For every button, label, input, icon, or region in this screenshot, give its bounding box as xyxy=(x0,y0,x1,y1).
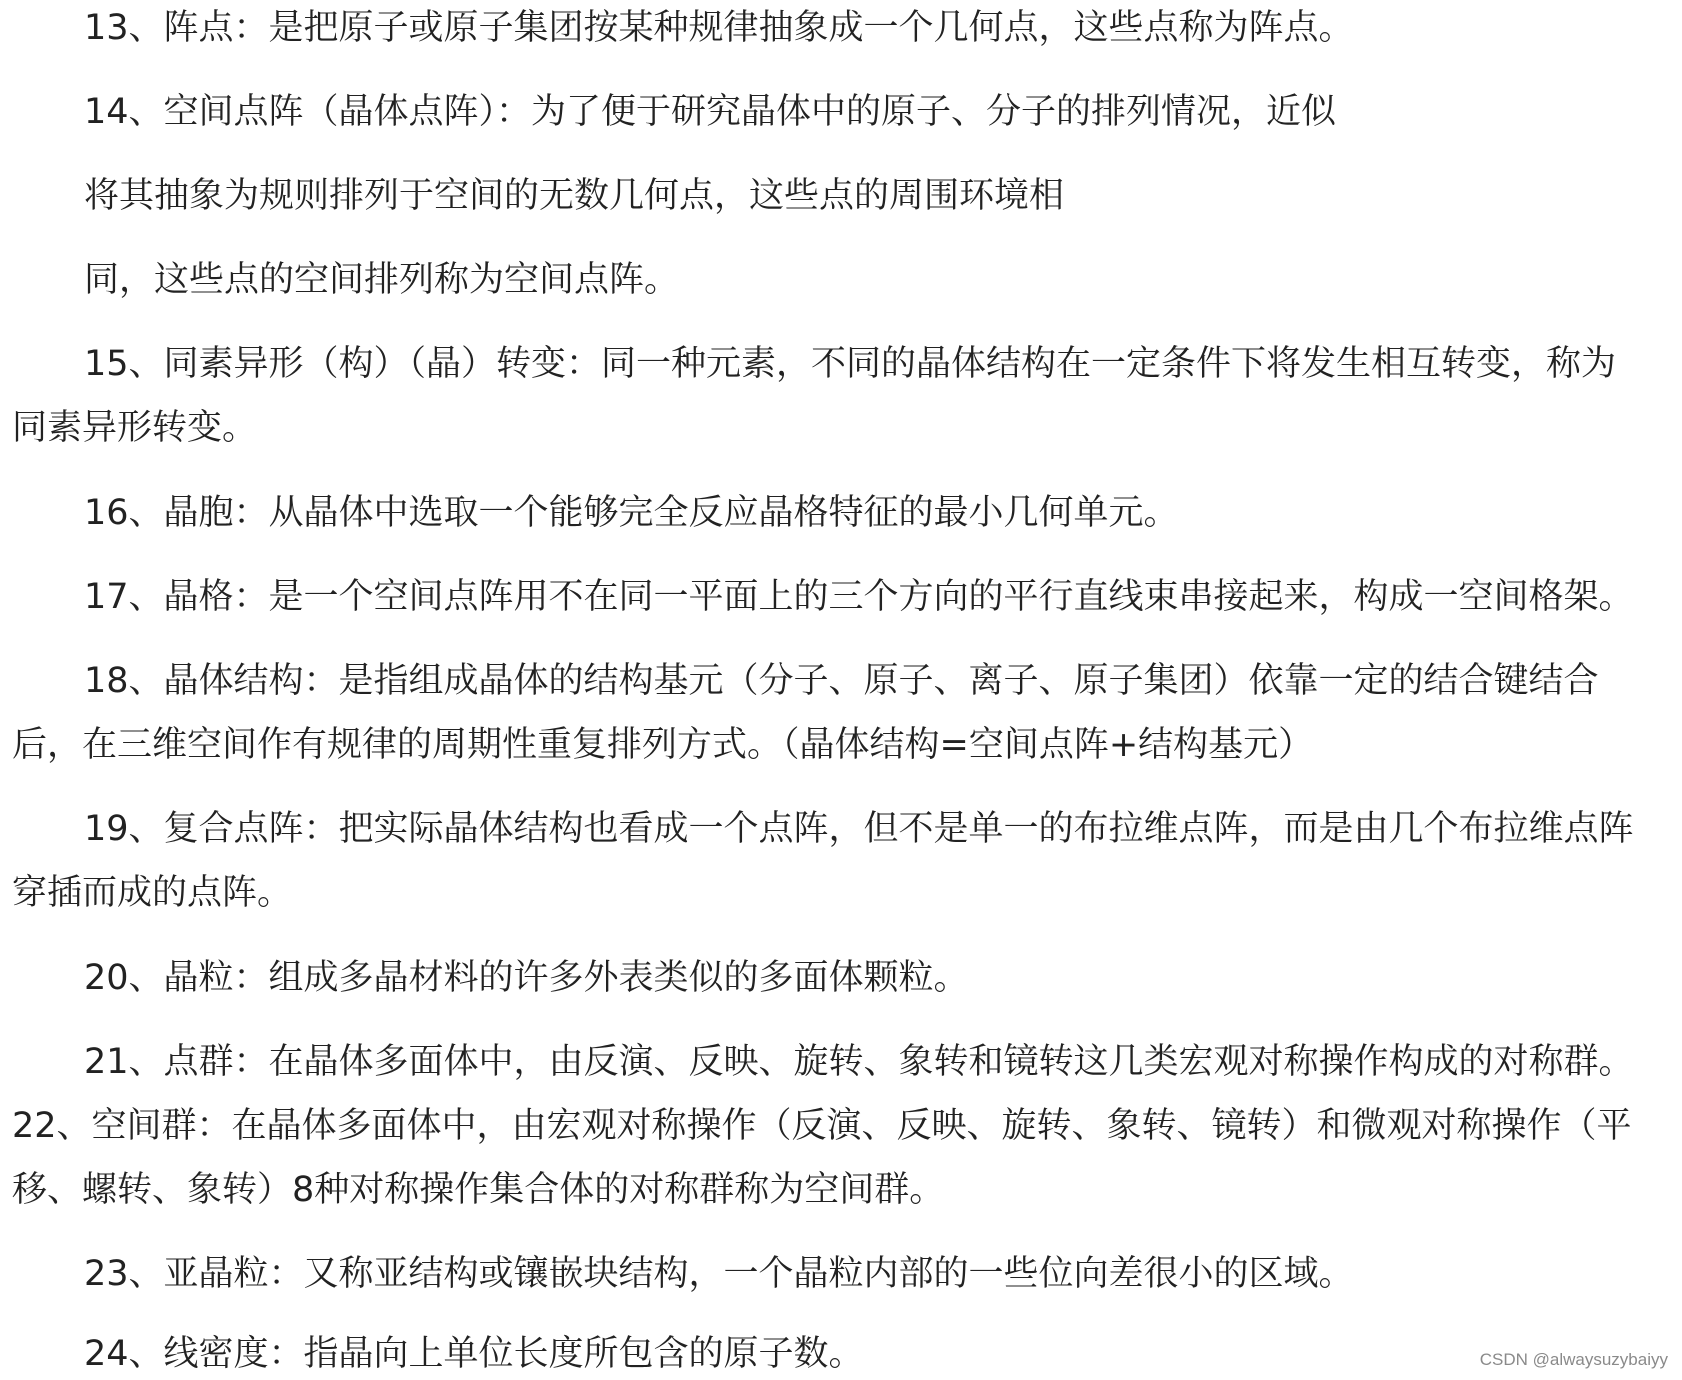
definition-14-cont-2: 同，这些点的空间排列称为空间点阵。 xyxy=(84,260,680,300)
definition-17: 17、晶格：是一个空间点阵用不在同一平面上的三个方向的平行直线束串接起来，构成一空间格架。 xyxy=(84,577,1634,617)
definition-18-cont: 后，在三维空间作有规律的周期性重复排列方式。（晶体结构=空间点阵+结构基元） xyxy=(12,725,1314,765)
definition-22-cont: 移、螺转、象转）8种对称操作集合体的对称群称为空间群。 xyxy=(12,1170,945,1210)
definition-24: 24、线密度：指晶向上单位长度所包含的原子数。 xyxy=(84,1334,864,1374)
definition-20: 20、晶粒：组成多晶材料的许多外表类似的多面体颗粒。 xyxy=(84,958,969,998)
definition-19: 19、复合点阵：把实际晶体结构也看成一个点阵，但不是单一的布拉维点阵，而是由几个布拉维点阵 xyxy=(84,809,1634,849)
definition-19-cont: 穿插而成的点阵。 xyxy=(12,873,293,913)
definition-18: 18、晶体结构：是指组成晶体的结构基元（分子、原子、离子、原子集团）依靠一定的结合键结合 xyxy=(84,661,1599,701)
definition-14: 14、空间点阵（晶体点阵）：为了便于研究晶体中的原子、分子的排列情况，近似 xyxy=(84,92,1337,132)
definition-16: 16、晶胞：从晶体中选取一个能够完全反应晶格特征的最小几何单元。 xyxy=(84,493,1179,533)
definition-15: 15、同素异形（构）（晶）转变：同一种元素，不同的晶体结构在一定条件下将发生相互转变，称为 xyxy=(84,344,1617,384)
definition-15-cont: 同素异形转变。 xyxy=(12,408,258,448)
definition-14-cont-1: 将其抽象为规则排列于空间的无数几何点，这些点的周围环境相 xyxy=(84,176,1065,216)
definition-21: 21、点群：在晶体多面体中，由反演、反映、旋转、象转和镜转这几类宏观对称操作构成的对称群。 xyxy=(84,1042,1634,1082)
definition-22: 22、空间群：在晶体多面体中，由宏观对称操作（反演、反映、旋转、象转、镜转）和微观对称操作（平 xyxy=(12,1106,1632,1146)
definition-23: 23、亚晶粒：又称亚结构或镶嵌块结构，一个晶粒内部的一些位向差很小的区域。 xyxy=(84,1254,1354,1294)
definition-13: 13、阵点：是把原子或原子集团按某种规律抽象成一个几何点，这些点称为阵点。 xyxy=(84,8,1354,48)
csdn-watermark: CSDN @alwaysuzybaiyy xyxy=(1479,1350,1668,1369)
